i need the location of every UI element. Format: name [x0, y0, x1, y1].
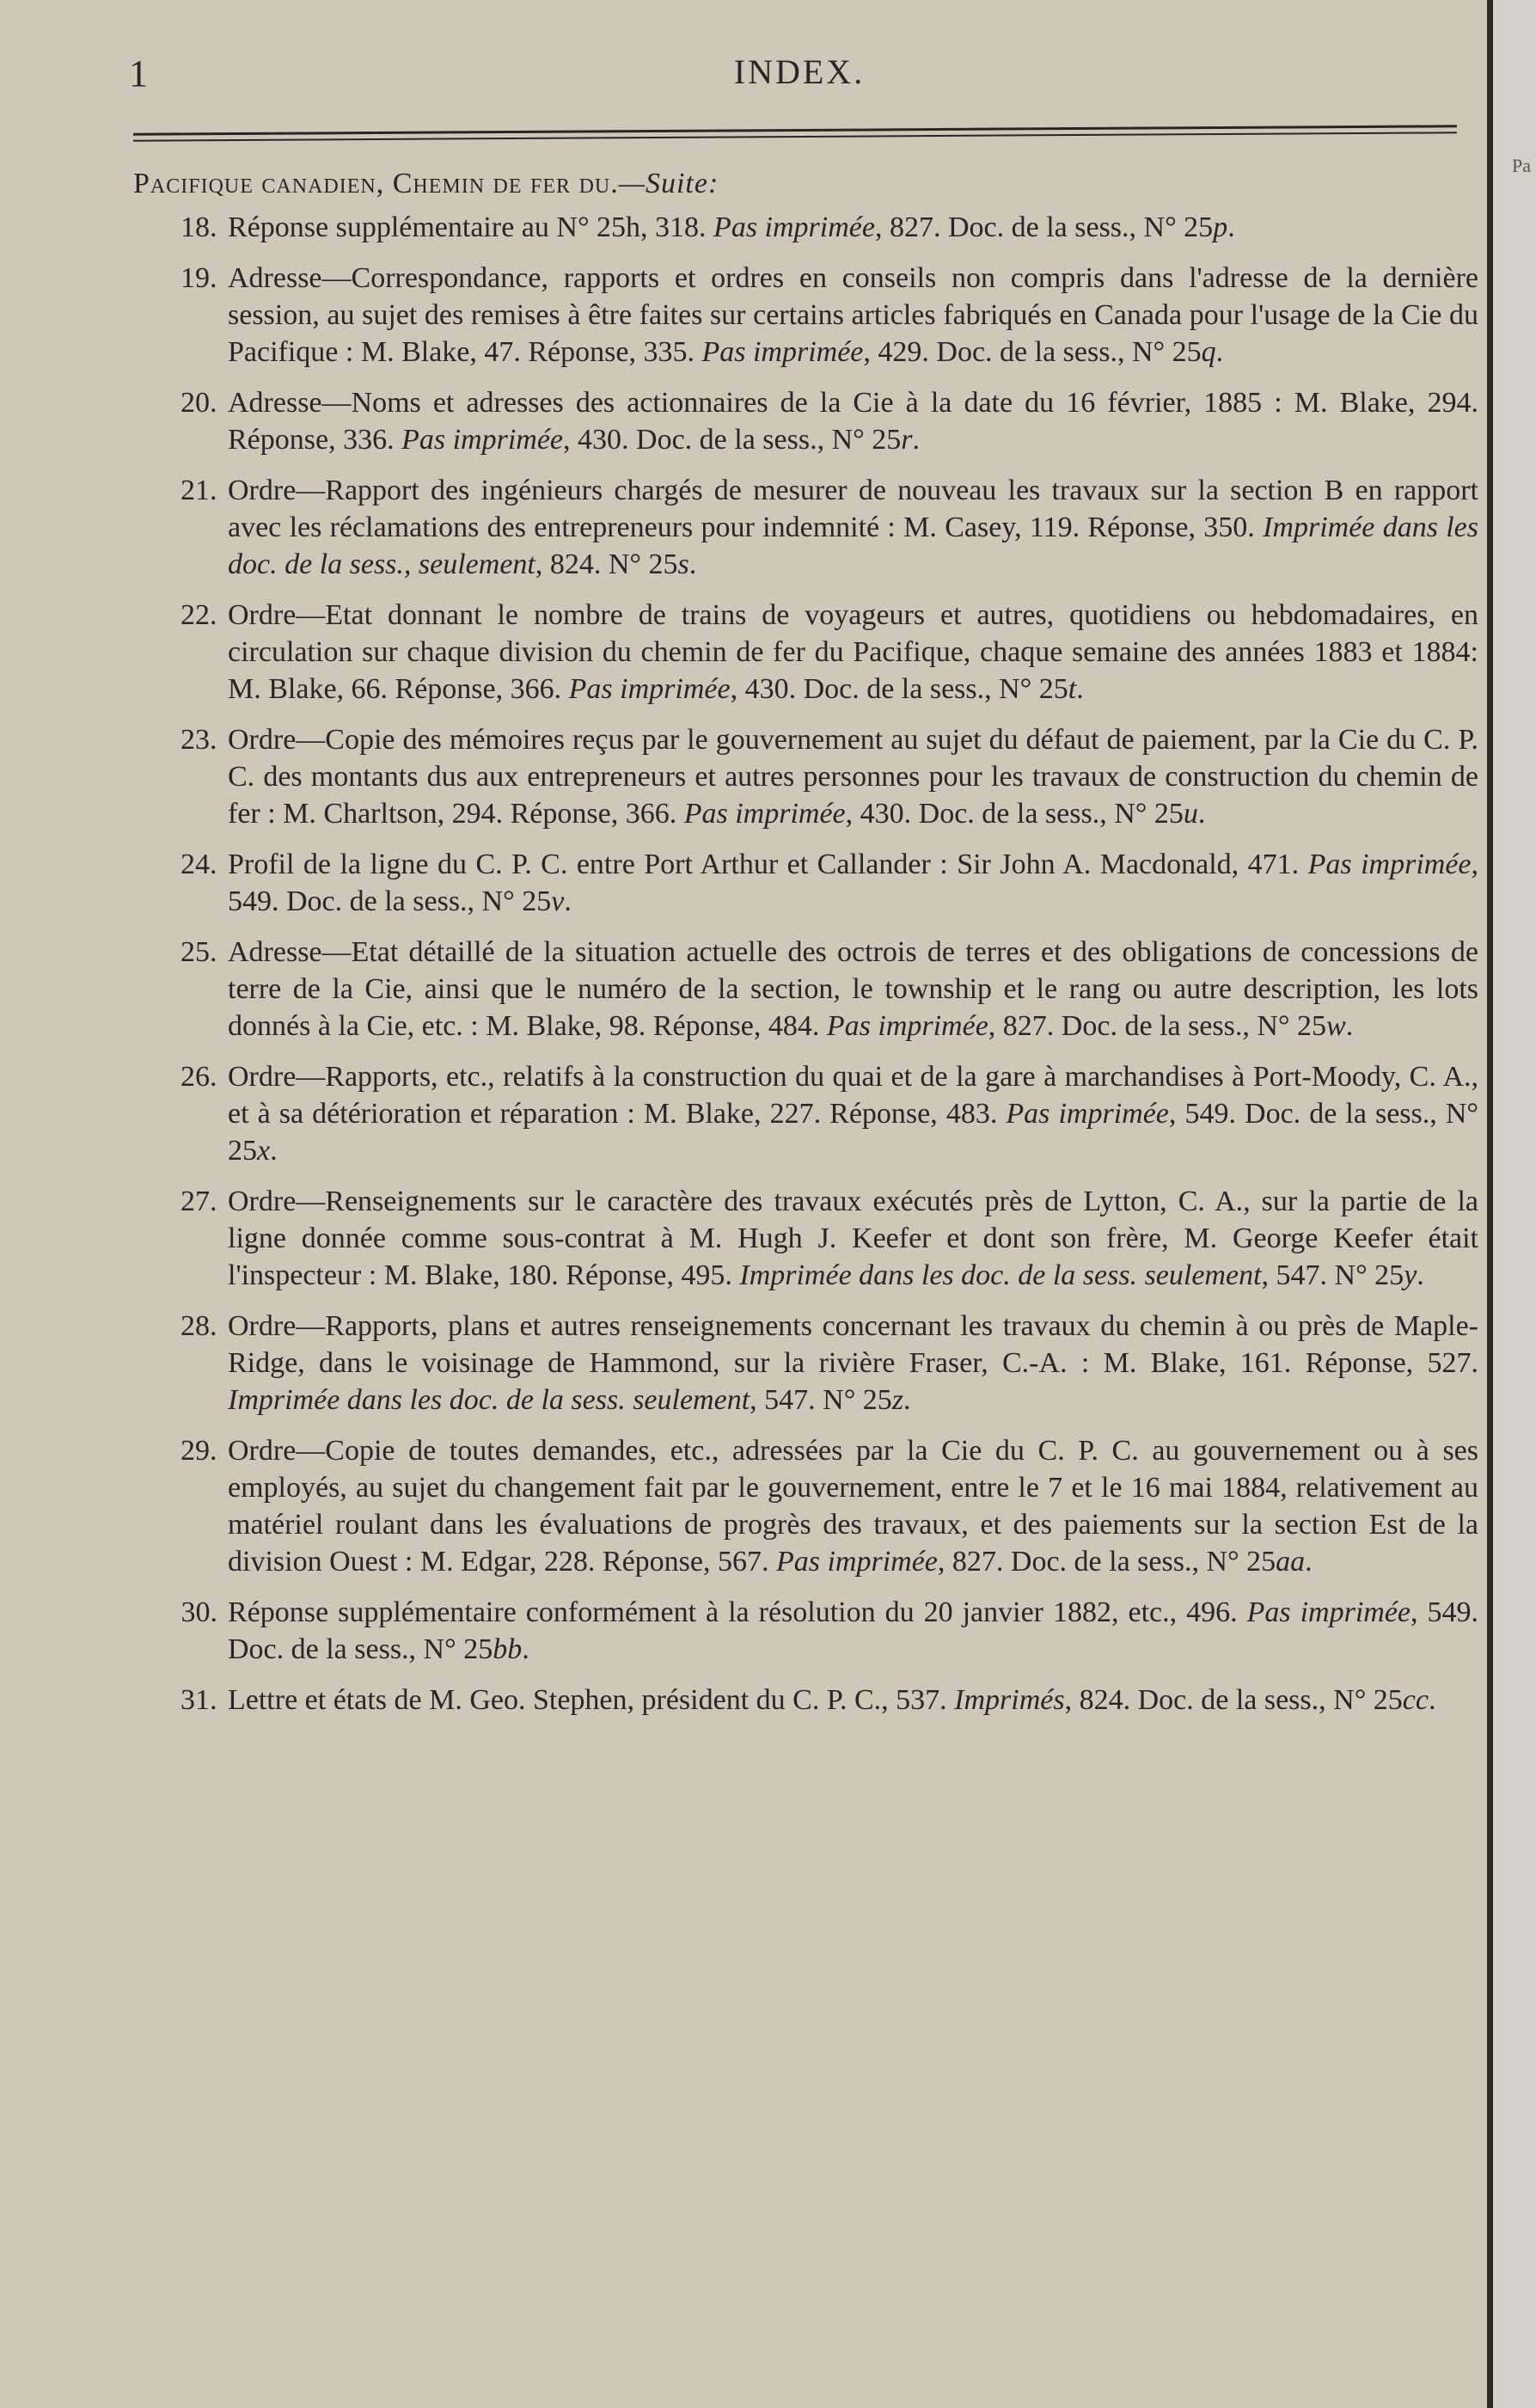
entry-text	[228, 1061, 1478, 1167]
page-title: INDEX.	[733, 52, 866, 91]
index-entry	[133, 260, 1478, 371]
entry-text-segment: .	[903, 1384, 911, 1416]
entry-text-segment: , 827. Doc. de la sess., N° 25	[874, 211, 1214, 243]
entry-text-segment: .	[1227, 211, 1235, 243]
entry-text-segment: , 547. N° 25	[750, 1384, 892, 1416]
entry-italic-segment: Pas imprimée	[1006, 1098, 1169, 1130]
entry-text-segment: Adresse—Correspondance, rapports et ordres en conseils non compris dans l'adresse de la dernière session, au sujet des remises à être faites sur certains articles fabriqués en Canada pour l'usage de la Cie du Pacifique : M. Blake, 47. Réponse, 335.	[228, 262, 1478, 368]
entry-text-segment: .	[1305, 1546, 1313, 1578]
entry-text-segment: .	[564, 885, 572, 917]
entry-italic-segment: v	[551, 885, 565, 917]
entry-italic-segment: Pas imprimée	[826, 1010, 988, 1042]
section-title	[133, 168, 1478, 200]
entry-number: 26.	[181, 1061, 217, 1093]
page-number: 1	[129, 52, 148, 95]
entry-text	[228, 1596, 1478, 1665]
entry-number: 21.	[181, 475, 217, 506]
entry-italic-segment: x	[257, 1135, 271, 1167]
entry-number: 22.	[181, 599, 217, 631]
entry-text-segment: Ordre—Etat donnant le nombre de trains de voyageurs et autres, quotidiens ou hebdomadaires, en circulation sur chaque division du chemin de fer du Pacifique, chaque semaine des années 1883 et 1884: M. Blake, 66. Réponse, 366.	[228, 599, 1478, 705]
entry-italic-segment: Pas imprimée	[683, 798, 846, 830]
entry-text-segment: .	[1345, 1010, 1354, 1042]
page-spine	[1487, 0, 1536, 2408]
entry-italic-segment: q	[1201, 336, 1216, 368]
entry-text	[228, 1684, 1435, 1716]
entry-italic-segment: aa	[1276, 1546, 1306, 1578]
entry-number: 23.	[181, 724, 217, 756]
entry-text-segment: , 430. Doc. de la sess., N° 25	[845, 798, 1184, 830]
entry-text-segment: .	[1428, 1684, 1436, 1716]
entry-italic-segment: Pas imprimée	[713, 211, 875, 243]
entry-text-segment: , 549. Doc. de la sess., N° 25	[228, 1596, 1478, 1665]
entry-italic-segment: y	[1404, 1259, 1417, 1291]
entry-text-segment: .	[1417, 1259, 1424, 1291]
entry-text	[228, 211, 1235, 243]
entry-italic-segment: Pas imprimée	[701, 336, 864, 368]
entry-italic-segment: bb	[493, 1633, 523, 1665]
entry-list	[133, 209, 1478, 1719]
entry-text-segment: .	[1076, 673, 1084, 705]
entry-text-segment: , 824. Doc. de la sess., N° 25	[1064, 1684, 1403, 1716]
index-entry	[133, 846, 1478, 920]
entry-italic-segment: Pas imprimée	[775, 1546, 938, 1578]
entry-italic-segment: s	[677, 548, 689, 580]
entry-text-segment: Ordre—Rapport des ingénieurs chargés de mesurer de nouveau les travaux sur la section B en rapport avec les réclamations des entrepreneurs pour indemnité : M. Casey, 119. Réponse, 350.	[228, 475, 1478, 543]
entry-italic-segment: p	[1213, 211, 1228, 243]
index-entry	[133, 597, 1478, 708]
entry-text	[228, 1310, 1478, 1416]
index-entry	[133, 1058, 1478, 1169]
entry-text-segment: Ordre—Copie de toutes demandes, etc., adressées par la Cie du C. P. C. au gouvernement ou à ses employés, au sujet du changement fait par le gouvernement, entre le 7 et le 16 mai 1884, relativement au matériel roulant dans les évaluations de progrès des travaux, et des paiements sur la section Est de la division Ouest : M. Edgar, 228. Réponse, 567.	[228, 1435, 1478, 1578]
entry-text-segment: .	[1215, 336, 1224, 368]
section-title-suite: —Suite:	[618, 168, 719, 199]
entry-text	[228, 1435, 1478, 1578]
entry-italic-segment: Pas imprimée	[1307, 849, 1472, 880]
entry-number: 24.	[181, 849, 217, 880]
entry-text	[228, 387, 1478, 456]
index-entry	[133, 209, 1478, 246]
section-title-text: Pacifique canadien, Chemin de fer du.	[133, 168, 619, 199]
entry-text-segment: , 430. Doc. de la sess., N° 25	[563, 424, 902, 456]
entry-italic-segment: Pas imprimée	[1246, 1596, 1411, 1628]
entry-italic-segment: Imprimée dans les doc. de la sess., seulement	[228, 512, 1478, 580]
entry-number: 31.	[181, 1684, 217, 1716]
entry-text-segment: Ordre—Rapports, plans et autres renseignements concernant les travaux du chemin à ou près de Maple-Ridge, dans le voisinage de Hammond, sur la rivière Fraser, C.-A. : M. Blake, 161. Réponse, 527.	[228, 1310, 1478, 1379]
entry-text-segment: Réponse supplémentaire au N° 25h, 318.	[228, 211, 714, 243]
entry-number: 29.	[181, 1435, 217, 1467]
entry-text-segment: Ordre—Copie des mémoires reçus par le gouvernement au sujet du défaut de paiement, par la Cie du C. P. C. des montants dus aux entrepreneurs et autres personnes pour les travaux de construction du chemin de fer : M. Charltson, 294. Réponse, 366.	[228, 724, 1478, 830]
entry-italic-segment: Pas imprimée	[401, 424, 564, 456]
entry-italic-segment: Imprimée dans les doc. de la sess. seulement	[228, 1384, 750, 1416]
page-header	[129, 52, 1470, 103]
spine-fragment: Pa	[1512, 155, 1531, 176]
entry-italic-segment: u	[1183, 798, 1198, 830]
entry-italic-segment: Pas imprimée	[568, 673, 731, 705]
entry-text-segment: Lettre et états de M. Geo. Stephen, président du C. P. C., 537.	[228, 1684, 955, 1716]
index-content	[133, 168, 1478, 1732]
index-entry	[133, 384, 1478, 458]
entry-text	[228, 599, 1478, 705]
entry-text-segment: , 827. Doc. de la sess., N° 25	[937, 1546, 1276, 1578]
entry-italic-segment: t	[1068, 673, 1077, 705]
entry-text-segment: , 429. Doc. de la sess., N° 25	[863, 336, 1202, 368]
index-entry	[133, 1308, 1478, 1418]
entry-italic-segment: Imprimés	[954, 1684, 1065, 1716]
index-entry	[133, 472, 1478, 583]
entry-number: 28.	[181, 1310, 217, 1342]
index-entry	[133, 1432, 1478, 1580]
entry-number: 30.	[181, 1596, 217, 1628]
entry-text-segment: , 549. Doc. de la sess., N° 25	[228, 849, 1478, 917]
entry-text-segment: , 430. Doc. de la sess., N° 25	[730, 673, 1068, 705]
entry-text-segment: .	[1197, 798, 1206, 830]
entry-text	[228, 849, 1478, 917]
entry-italic-segment: z	[891, 1384, 904, 1416]
entry-text-segment: Ordre—Renseignements sur le caractère des travaux exécutés près de Lytton, C. A., sur la partie de la ligne donnée comme sous-contrat à M. Hugh J. Keefer et dont son frère, M. George Keefer était l'inspecteur : M. Blake, 180. Réponse, 495.	[228, 1186, 1478, 1291]
entry-text-segment: , 549. Doc. de la sess., N° 25	[228, 1098, 1478, 1167]
entry-text-segment: , 824. N° 25	[535, 548, 678, 580]
entry-text-segment: .	[912, 424, 920, 456]
entry-italic-segment: cc	[1402, 1684, 1429, 1716]
entry-text	[228, 262, 1478, 368]
entry-text	[228, 1186, 1478, 1291]
index-entry	[133, 721, 1478, 832]
entry-text-segment: Profil de la ligne du C. P. C. entre Port Arthur et Callander : Sir John A. Macdonald, 471.	[228, 849, 1308, 880]
entry-number: 18.	[181, 211, 217, 243]
entry-text-segment: , 827. Doc. de la sess., N° 25	[988, 1010, 1327, 1042]
entry-number: 27.	[181, 1186, 217, 1217]
entry-text-segment: Ordre—Rapports, etc., relatifs à la construction du quai et de la gare à marchandises à Port-Moody, C. A., et à sa détérioration et réparation : M. Blake, 227. Réponse, 483.	[228, 1061, 1478, 1130]
entry-text	[228, 936, 1478, 1042]
entry-number: 20.	[181, 387, 217, 419]
entry-text-segment: Adresse—Etat détaillé de la situation actuelle des octrois de terres et des obligations de concessions de terre de la Cie, ainsi que le numéro de la section, le township et le rang ou autre description, les lots donnés à la Cie, etc. : M. Blake, 98. Réponse, 484.	[228, 936, 1478, 1042]
entry-text-segment: .	[688, 548, 697, 580]
entry-text-segment: Adresse—Noms et adresses des actionnaires de la Cie à la date du 16 février, 1885 : M. Blake, 294. Réponse, 336.	[228, 387, 1478, 456]
entry-text	[228, 724, 1478, 830]
index-entry	[133, 1183, 1478, 1294]
entry-italic-segment: w	[1326, 1010, 1346, 1042]
index-entry	[133, 1682, 1478, 1719]
entry-number: 25.	[181, 936, 217, 968]
entry-text-segment: .	[270, 1135, 278, 1167]
entry-text-segment: .	[522, 1633, 529, 1665]
index-entry	[133, 934, 1478, 1045]
entry-text	[228, 475, 1478, 580]
entry-text-segment: , 547. N° 25	[1261, 1259, 1404, 1291]
entry-italic-segment: r	[901, 424, 913, 456]
entry-number: 19.	[181, 262, 217, 294]
entry-text-segment: Réponse supplémentaire conformément à la résolution du 20 janvier 1882, etc., 496.	[228, 1596, 1247, 1628]
entry-italic-segment: Imprimée dans les doc. de la sess. seulement	[739, 1259, 1262, 1291]
index-entry	[133, 1594, 1478, 1668]
header-rule	[133, 125, 1457, 141]
